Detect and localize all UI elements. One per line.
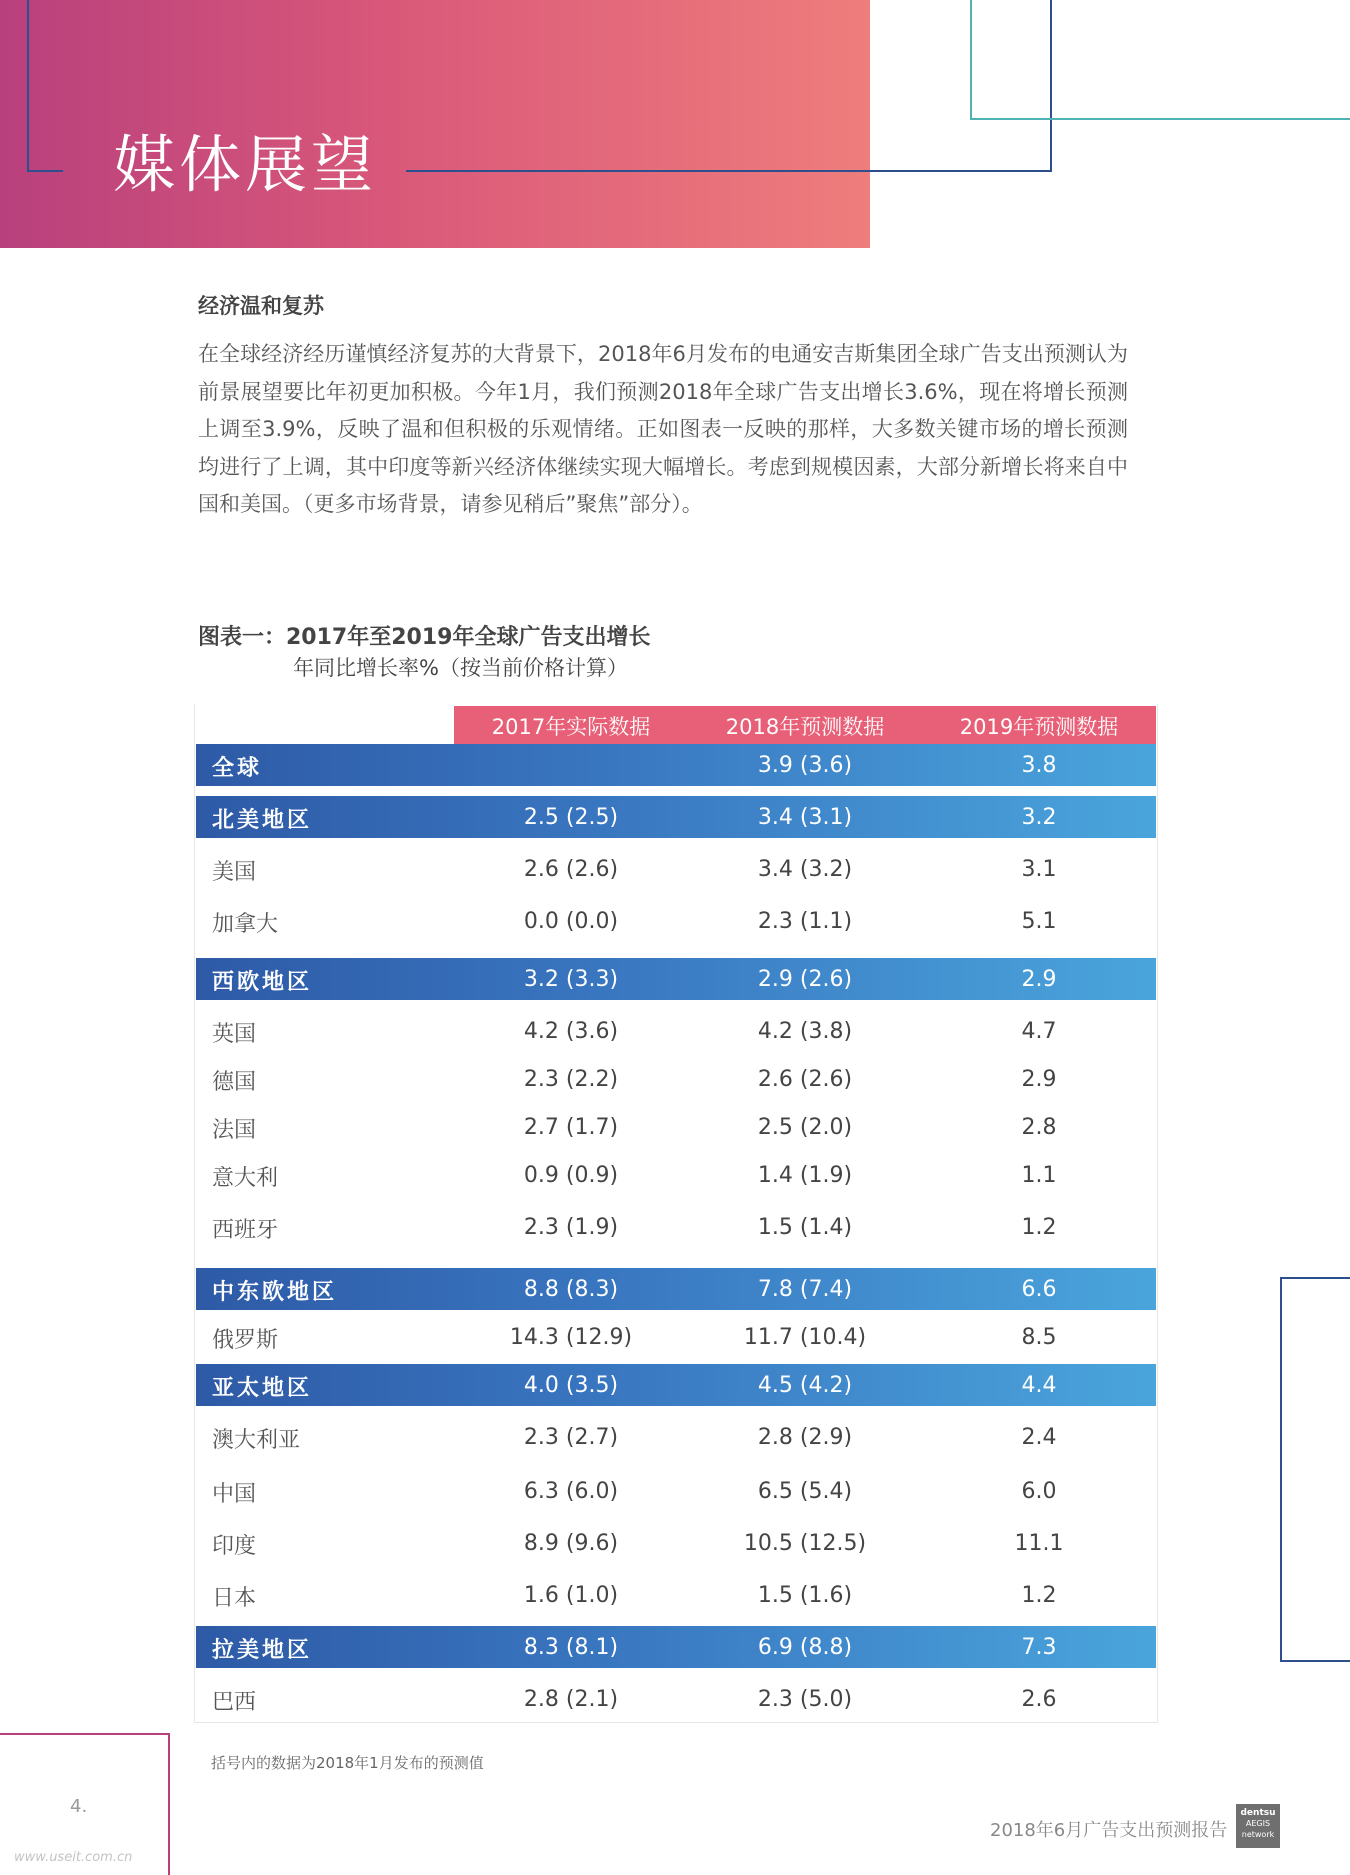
- region-label: 中东欧地区: [212, 1280, 338, 1305]
- frame-line-left-vertical: [27, 0, 29, 172]
- column-header-2018: 2018年预测数据: [725, 715, 885, 739]
- cell-v2018: 6.5 (5.4): [757, 1479, 853, 1504]
- body-paragraph: 在全球经济经历谨慎经济复苏的大背景下，2018年6月发布的电通安吉斯集团全球广告支出预测认为前景展望要比年初更加积极。今年1月，我们预测2018年全球广告支出增长3.6%，现在将增长预测上调至3.9%，反映了温和但积极的乐观情绪。正如图表一反映的那样，大多数关键市场的增长预测均进行了上调，其中印度等新兴经济体继续实现大幅增长。考虑到规模因素，大部分新增长将来自中国和美国。（更多市场背景，请参见稍后”聚焦”部分）。: [198, 342, 1128, 516]
- cell-v2017: 2.3 (1.9): [523, 1215, 619, 1240]
- cell-v2019: 8.5: [1021, 1325, 1057, 1350]
- watermark: www.useit.com.cn: [14, 1850, 133, 1865]
- cell-v2017: 8.8 (8.3): [523, 1277, 619, 1302]
- cell-v2017: 2.3 (2.2): [523, 1067, 619, 1092]
- cell-v2018: 10.5 (12.5): [743, 1531, 867, 1556]
- cell-v2019: 2.8: [1021, 1115, 1057, 1140]
- cell-v2018: 2.9 (2.6): [757, 967, 853, 992]
- country-label: 巴西: [212, 1690, 257, 1715]
- cell-v2017: 8.9 (9.6): [523, 1531, 619, 1556]
- cell-v2018: 1.5 (1.6): [757, 1583, 853, 1608]
- cell-v2018: 1.5 (1.4): [757, 1215, 853, 1240]
- region-label: 北美地区: [212, 808, 313, 833]
- cell-v2019: 2.4: [1021, 1425, 1057, 1450]
- cell-v2019: 6.6: [1021, 1277, 1057, 1302]
- cell-v2018: 2.3 (5.0): [757, 1687, 853, 1712]
- cell-v2019: 5.1: [1021, 909, 1057, 934]
- cell-v2017: 8.3 (8.1): [523, 1635, 619, 1660]
- corner-frame-vertical: [168, 1733, 170, 1875]
- cell-v2017: 0.0 (0.0): [523, 909, 619, 934]
- footer-report-title: 2018年6月广告支出预测报告: [990, 1820, 1228, 1841]
- region-label: 拉美地区: [212, 1638, 313, 1663]
- cell-v2018: 2.6 (2.6): [757, 1067, 853, 1092]
- cell-v2017: 2.7 (1.7): [523, 1115, 619, 1140]
- cell-v2018: 4.5 (4.2): [757, 1373, 853, 1398]
- cell-v2019: 4.7: [1021, 1019, 1057, 1044]
- cell-v2018: 4.2 (3.8): [757, 1019, 853, 1044]
- cell-v2017: 2.6 (2.6): [523, 857, 619, 882]
- cell-v2019: 3.8: [1021, 753, 1057, 778]
- column-header-2019: 2019年预测数据: [959, 715, 1119, 739]
- cell-v2019: 1.2: [1021, 1583, 1057, 1608]
- country-label: 西班牙: [212, 1218, 279, 1243]
- country-label: 意大利: [212, 1166, 279, 1191]
- cell-v2018: 2.5 (2.0): [757, 1115, 853, 1140]
- cell-v2018: 7.8 (7.4): [757, 1277, 853, 1302]
- cell-v2019: 1.2: [1021, 1215, 1057, 1240]
- cell-v2018: 3.4 (3.2): [757, 857, 853, 882]
- cell-v2018: 3.9 (3.6): [757, 753, 853, 778]
- page-number: 4.: [70, 1796, 88, 1817]
- country-label: 法国: [212, 1118, 257, 1143]
- cell-v2017: 3.2 (3.3): [523, 967, 619, 992]
- frame-line-left-horizontal: [27, 170, 63, 172]
- chart-subtitle: 年同比增长率%（按当前价格计算）: [293, 656, 628, 680]
- country-label: 澳大利亚: [212, 1428, 301, 1453]
- cell-v2017: 0.9 (0.9): [523, 1163, 619, 1188]
- region-label: 亚太地区: [212, 1376, 313, 1401]
- cell-v2019: 7.3: [1021, 1635, 1057, 1660]
- cell-v2017: 14.3 (12.9): [509, 1325, 633, 1350]
- section-heading: 经济温和复苏: [198, 294, 324, 318]
- corner-frame-top: [0, 1733, 170, 1735]
- page-title: 媒体展望: [113, 128, 378, 201]
- cell-v2017: 4.2 (3.6): [523, 1019, 619, 1044]
- column-header-2017: 2017年实际数据: [491, 715, 651, 739]
- header-banner: [0, 0, 870, 248]
- cell-v2019: 6.0: [1021, 1479, 1057, 1504]
- region-label: 西欧地区: [212, 970, 313, 995]
- country-label: 日本: [212, 1586, 257, 1611]
- cell-v2019: 1.1: [1021, 1163, 1057, 1188]
- cell-v2018: 1.4 (1.9): [757, 1163, 853, 1188]
- country-label: 德国: [212, 1070, 257, 1095]
- table-footnote: 括号内的数据为2018年1月发布的预测值: [211, 1754, 484, 1772]
- company-logo: dentsu AEGIS network: [1236, 1804, 1280, 1848]
- teal-frame-horizontal: [970, 118, 1350, 120]
- cell-v2018: 11.7 (10.4): [743, 1325, 867, 1350]
- frame-line-mid-horizontal: [406, 170, 1051, 172]
- country-label: 印度: [212, 1534, 257, 1559]
- teal-frame-vertical: [970, 0, 972, 120]
- side-frame-vertical: [1280, 1277, 1282, 1662]
- cell-v2017: 2.8 (2.1): [523, 1687, 619, 1712]
- cell-v2019: 2.9: [1021, 967, 1057, 992]
- side-frame-top: [1280, 1277, 1350, 1279]
- cell-v2018: 2.3 (1.1): [757, 909, 853, 934]
- cell-v2017: 1.6 (1.0): [523, 1583, 619, 1608]
- chart-title: 图表一：2017年至2019年全球广告支出增长: [198, 625, 651, 650]
- cell-v2019: 2.6: [1021, 1687, 1057, 1712]
- cell-v2019: 2.9: [1021, 1067, 1057, 1092]
- cell-v2017: 2.3 (2.7): [523, 1425, 619, 1450]
- region-label: 全球: [212, 756, 263, 781]
- cell-v2018: 6.9 (8.8): [757, 1635, 853, 1660]
- country-label: 俄罗斯: [212, 1328, 279, 1353]
- side-frame-bottom: [1280, 1660, 1350, 1662]
- cell-v2017: 6.3 (6.0): [523, 1479, 619, 1504]
- country-label: 中国: [212, 1482, 257, 1507]
- country-label: 美国: [212, 860, 257, 885]
- cell-v2019: 3.2: [1021, 805, 1057, 830]
- frame-line-right-vertical: [1050, 0, 1052, 172]
- cell-v2017: 4.0 (3.5): [523, 1373, 619, 1398]
- cell-v2019: 3.1: [1021, 857, 1057, 882]
- cell-v2018: 3.4 (3.1): [757, 805, 853, 830]
- cell-v2017: 2.5 (2.5): [523, 805, 619, 830]
- cell-v2019: 4.4: [1021, 1373, 1057, 1398]
- country-label: 英国: [212, 1022, 257, 1047]
- country-label: 加拿大: [212, 912, 279, 937]
- cell-v2019: 11.1: [1014, 1531, 1064, 1556]
- cell-v2018: 2.8 (2.9): [757, 1425, 853, 1450]
